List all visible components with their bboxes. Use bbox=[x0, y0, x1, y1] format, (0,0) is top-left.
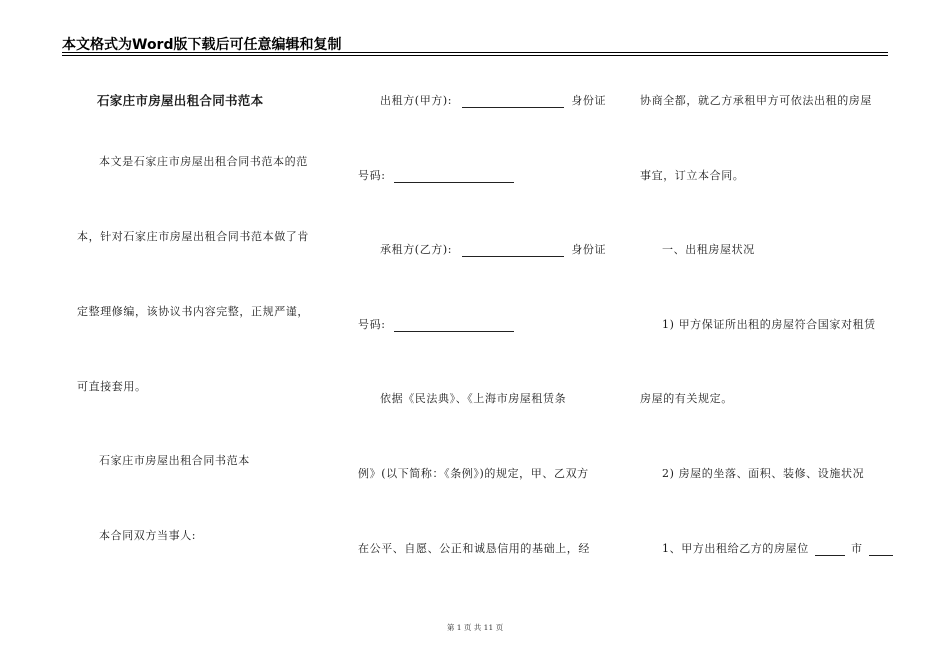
lessor-id-no-label: 号码: bbox=[358, 169, 386, 182]
lessor-id-blank bbox=[394, 171, 514, 183]
section-heading: 石家庄市房屋出租合同书范本 bbox=[99, 454, 250, 467]
paragraph-line: 例》(以下简称：《条例》)的规定，甲、乙双方 bbox=[358, 467, 589, 480]
paragraph-line: 协商全都，就乙方承租甲方可依法出租的房屋 bbox=[640, 94, 872, 107]
paragraph-line: 房屋的有关规定。 bbox=[640, 392, 733, 405]
lessor-name-blank bbox=[462, 96, 564, 108]
document-header: 本文格式为Word版下载后可任意编辑和复制 bbox=[62, 37, 342, 53]
lessor-id-line bbox=[358, 169, 514, 183]
lessee-line bbox=[358, 243, 606, 257]
paragraph-line: 依据《民法典》、《上海市房屋租赁条 bbox=[380, 392, 567, 405]
location-blank-1 bbox=[815, 544, 845, 556]
paragraph-line: 定整理修编，该协议书内容完整，正规严谨， bbox=[77, 305, 309, 318]
lessee-id-blank bbox=[394, 320, 514, 332]
lessee-label: 承租方(乙方): bbox=[380, 243, 453, 256]
paragraph-line: 本文是石家庄市房屋出租合同书范本的范 bbox=[99, 155, 308, 168]
property-location-line bbox=[640, 542, 893, 556]
header-rule-thick bbox=[62, 52, 888, 53]
lessor-label: 出租方(甲方): bbox=[380, 94, 453, 107]
lessee-id-no-label: 号码: bbox=[358, 318, 386, 331]
lessee-id-line bbox=[358, 318, 514, 332]
lessee-id-label: 身份证 bbox=[571, 243, 607, 256]
header-rule-thin bbox=[62, 55, 888, 56]
paragraph-line: 1) 甲方保证所出租的房屋符合国家对租赁 bbox=[662, 318, 876, 331]
paragraph-line: 在公平、自愿、公正和诚恳信用的基础上，经 bbox=[358, 542, 590, 555]
document-title: 石家庄市房屋出租合同书范本 bbox=[97, 93, 264, 108]
lessor-line bbox=[358, 94, 606, 108]
city-label: 市 bbox=[851, 542, 863, 555]
paragraph-line: 2) 房屋的坐落、面积、装修、设施状况 bbox=[662, 467, 865, 480]
paragraph-line: 可直接套用。 bbox=[77, 380, 147, 393]
location-blank-2 bbox=[869, 544, 893, 556]
lessee-name-blank bbox=[462, 245, 564, 257]
paragraph-line: 本合同双方当事人: bbox=[99, 529, 197, 542]
paragraph-line: 本，针对石家庄市房屋出租合同书范本做了肯 bbox=[77, 230, 309, 243]
page-footer: 第 1 页 共 11 页 bbox=[446, 623, 504, 632]
paragraph-line: 事宜，订立本合同。 bbox=[640, 169, 745, 182]
lessor-id-label: 身份证 bbox=[571, 94, 607, 107]
property-location-prefix: 1、甲方出租给乙方的房屋位 bbox=[662, 542, 809, 555]
section-heading: 一、出租房屋状况 bbox=[662, 243, 755, 256]
